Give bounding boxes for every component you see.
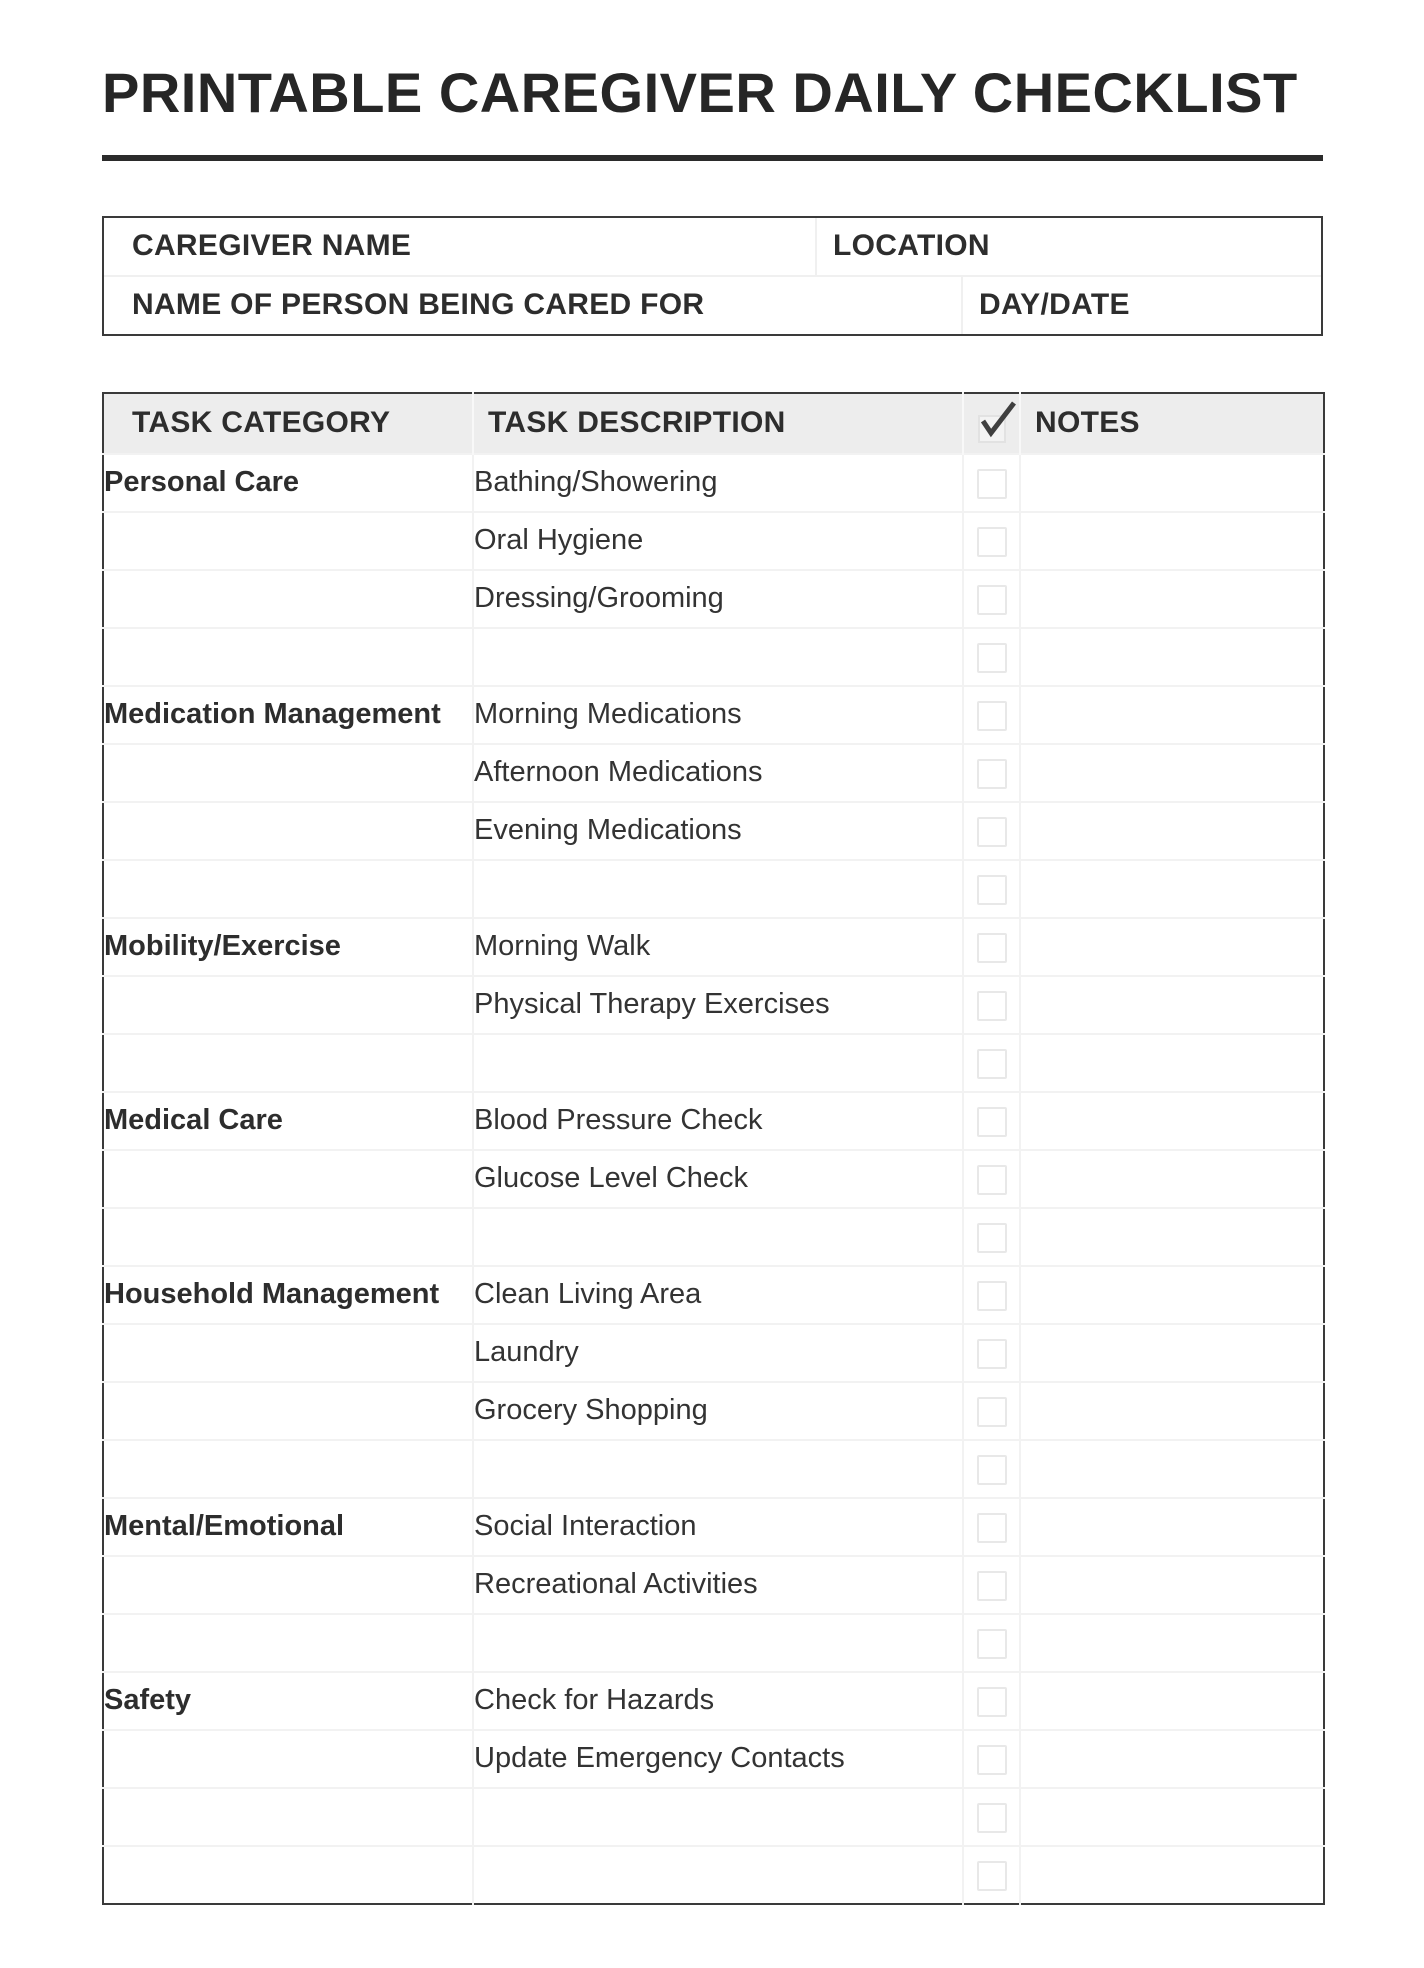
page-title: PRINTABLE CAREGIVER DAILY CHECKLIST	[102, 61, 1298, 124]
task-checkbox[interactable]	[977, 1861, 1007, 1891]
notes-cell[interactable]	[1020, 744, 1324, 802]
notes-cell[interactable]	[1020, 1672, 1324, 1730]
task-description-cell: Evening Medications	[473, 802, 963, 860]
task-row	[103, 1498, 1324, 1556]
task-category-cell	[103, 1730, 473, 1788]
task-description-cell: Social Interaction	[473, 1498, 963, 1556]
header-row	[103, 393, 1324, 454]
checkbox-cell	[963, 1382, 1020, 1440]
task-checkbox[interactable]	[977, 1281, 1007, 1311]
task-category-cell	[103, 1440, 473, 1498]
person-being-cared-for-label: NAME OF PERSON BEING CARED FOR	[132, 288, 705, 322]
task-checkbox[interactable]	[977, 1397, 1007, 1427]
notes-cell[interactable]	[1020, 1846, 1324, 1904]
task-category-cell	[103, 744, 473, 802]
checkbox-cell	[963, 1730, 1020, 1788]
checkmark-icon	[978, 413, 1006, 441]
task-category-cell: Mobility/Exercise	[103, 918, 473, 976]
task-row	[103, 1208, 1324, 1266]
task-row	[103, 1382, 1324, 1440]
notes-cell[interactable]	[1020, 570, 1324, 628]
person-being-cared-for-field[interactable]	[104, 277, 961, 334]
task-checkbox[interactable]	[977, 1803, 1007, 1833]
checkbox-cell	[963, 744, 1020, 802]
task-description-cell	[473, 1208, 963, 1266]
task-description-cell: Update Emergency Contacts	[473, 1730, 963, 1788]
caregiver-name-label: CAREGIVER NAME	[132, 229, 412, 263]
day-date-field[interactable]	[961, 277, 1321, 334]
notes-cell[interactable]	[1020, 976, 1324, 1034]
notes-cell[interactable]	[1020, 1556, 1324, 1614]
task-row	[103, 454, 1324, 512]
task-checkbox[interactable]	[977, 1165, 1007, 1195]
task-category-cell	[103, 570, 473, 628]
task-row	[103, 802, 1324, 860]
checkbox-cell	[963, 1266, 1020, 1324]
task-description-cell: Afternoon Medications	[473, 744, 963, 802]
task-category-cell: Personal Care	[103, 454, 473, 512]
task-table-body	[103, 454, 1324, 1904]
task-description-cell: Recreational Activities	[473, 1556, 963, 1614]
checkbox-cell	[963, 1440, 1020, 1498]
header-task-category: TASK CATEGORY	[103, 393, 473, 454]
notes-cell[interactable]	[1020, 1092, 1324, 1150]
task-checkbox[interactable]	[977, 817, 1007, 847]
notes-cell[interactable]	[1020, 860, 1324, 918]
task-row	[103, 976, 1324, 1034]
task-row	[103, 1614, 1324, 1672]
task-row	[103, 1324, 1324, 1382]
notes-cell[interactable]	[1020, 628, 1324, 686]
task-checkbox[interactable]	[977, 1223, 1007, 1253]
task-description-cell: Oral Hygiene	[473, 512, 963, 570]
task-category-cell	[103, 1034, 473, 1092]
task-description-cell	[473, 1034, 963, 1092]
task-category-cell	[103, 1556, 473, 1614]
task-row	[103, 1034, 1324, 1092]
task-description-cell	[473, 1788, 963, 1846]
task-description-cell: Bathing/Showering	[473, 454, 963, 512]
task-category-cell	[103, 1150, 473, 1208]
task-checkbox[interactable]	[977, 585, 1007, 615]
task-checkbox[interactable]	[977, 1687, 1007, 1717]
task-row	[103, 1150, 1324, 1208]
task-category-cell	[103, 1208, 473, 1266]
task-checkbox[interactable]	[977, 1745, 1007, 1775]
task-checkbox[interactable]	[977, 1107, 1007, 1137]
notes-cell[interactable]	[1020, 1730, 1324, 1788]
task-category-cell	[103, 512, 473, 570]
checkbox-cell	[963, 1150, 1020, 1208]
checkbox-cell	[963, 1324, 1020, 1382]
task-category-cell: Mental/Emotional	[103, 1498, 473, 1556]
notes-cell[interactable]	[1020, 918, 1324, 976]
task-row	[103, 1730, 1324, 1788]
task-description-cell: Laundry	[473, 1324, 963, 1382]
task-checkbox[interactable]	[977, 991, 1007, 1021]
notes-cell[interactable]	[1020, 1614, 1324, 1672]
task-category-cell: Safety	[103, 1672, 473, 1730]
task-category-cell	[103, 1788, 473, 1846]
task-description-cell	[473, 1614, 963, 1672]
notes-cell[interactable]	[1020, 1382, 1324, 1440]
task-description-cell: Glucose Level Check	[473, 1150, 963, 1208]
task-row	[103, 1092, 1324, 1150]
task-description-cell: Morning Medications	[473, 686, 963, 744]
task-checkbox[interactable]	[977, 527, 1007, 557]
task-description-cell: Morning Walk	[473, 918, 963, 976]
task-row	[103, 512, 1324, 570]
task-table	[102, 392, 1325, 1905]
task-description-cell	[473, 1440, 963, 1498]
task-description-cell: Check for Hazards	[473, 1672, 963, 1730]
checkbox-cell	[963, 802, 1020, 860]
notes-cell[interactable]	[1020, 1266, 1324, 1324]
task-category-cell	[103, 1614, 473, 1672]
task-description-cell: Clean Living Area	[473, 1266, 963, 1324]
task-checkbox[interactable]	[977, 1049, 1007, 1079]
notes-cell[interactable]	[1020, 1788, 1324, 1846]
info-row-1	[104, 218, 1321, 275]
task-description-cell: Dressing/Grooming	[473, 570, 963, 628]
checkbox-cell	[963, 1208, 1020, 1266]
notes-cell[interactable]	[1020, 454, 1324, 512]
task-description-cell	[473, 628, 963, 686]
task-row	[103, 860, 1324, 918]
task-description-cell: Grocery Shopping	[473, 1382, 963, 1440]
checkbox-cell	[963, 1034, 1020, 1092]
task-row	[103, 1266, 1324, 1324]
task-checkbox[interactable]	[977, 1455, 1007, 1485]
task-description-cell: Physical Therapy Exercises	[473, 976, 963, 1034]
checkbox-cell	[963, 1672, 1020, 1730]
task-row	[103, 1846, 1324, 1904]
task-checkbox[interactable]	[977, 469, 1007, 499]
task-checkbox[interactable]	[977, 643, 1007, 673]
task-category-cell	[103, 802, 473, 860]
task-category-cell: Household Management	[103, 1266, 473, 1324]
header-notes: NOTES	[1020, 393, 1324, 454]
task-row	[103, 1556, 1324, 1614]
notes-cell[interactable]	[1020, 1498, 1324, 1556]
notes-cell[interactable]	[1020, 1208, 1324, 1266]
task-checkbox[interactable]	[977, 701, 1007, 731]
task-row	[103, 1440, 1324, 1498]
task-checkbox[interactable]	[977, 1629, 1007, 1659]
checkbox-cell	[963, 976, 1020, 1034]
checkbox-cell	[963, 570, 1020, 628]
notes-cell[interactable]	[1020, 686, 1324, 744]
task-description-cell: Blood Pressure Check	[473, 1092, 963, 1150]
day-date-label: DAY/DATE	[979, 288, 1130, 322]
task-category-cell	[103, 1846, 473, 1904]
task-category-cell	[103, 976, 473, 1034]
task-row	[103, 628, 1324, 686]
checkbox-cell	[963, 454, 1020, 512]
notes-cell[interactable]	[1020, 1034, 1324, 1092]
task-description-cell	[473, 860, 963, 918]
header-check-column	[963, 393, 1020, 454]
notes-cell[interactable]	[1020, 1324, 1324, 1382]
task-checkbox[interactable]	[977, 1513, 1007, 1543]
task-category-cell: Medication Management	[103, 686, 473, 744]
header-task-description: TASK DESCRIPTION	[473, 393, 963, 454]
checkbox-cell	[963, 860, 1020, 918]
task-row	[103, 1672, 1324, 1730]
task-checkbox[interactable]	[977, 759, 1007, 789]
task-category-cell	[103, 860, 473, 918]
checkbox-cell	[963, 1846, 1020, 1904]
task-category-cell	[103, 628, 473, 686]
task-row	[103, 1788, 1324, 1846]
checkbox-cell	[963, 1788, 1020, 1846]
notes-cell[interactable]	[1020, 1150, 1324, 1208]
title-divider	[102, 155, 1323, 161]
checkbox-cell	[963, 1556, 1020, 1614]
task-row	[103, 918, 1324, 976]
task-row	[103, 570, 1324, 628]
task-checkbox[interactable]	[977, 875, 1007, 905]
task-row	[103, 686, 1324, 744]
checkbox-cell	[963, 512, 1020, 570]
task-checkbox[interactable]	[977, 1339, 1007, 1369]
caregiver-name-field[interactable]	[104, 218, 815, 275]
checkbox-cell	[963, 1614, 1020, 1672]
checkbox-cell	[963, 1092, 1020, 1150]
location-field[interactable]	[815, 218, 1321, 275]
checkbox-cell	[963, 628, 1020, 686]
task-checkbox[interactable]	[977, 1571, 1007, 1601]
task-category-cell	[103, 1382, 473, 1440]
checkbox-cell	[963, 1498, 1020, 1556]
task-row	[103, 744, 1324, 802]
checkbox-cell	[963, 918, 1020, 976]
task-description-cell	[473, 1846, 963, 1904]
caregiver-info-table	[102, 216, 1323, 336]
task-category-cell: Medical Care	[103, 1092, 473, 1150]
task-table-header	[103, 393, 1324, 454]
notes-cell[interactable]	[1020, 1440, 1324, 1498]
info-row-2	[104, 275, 1321, 334]
notes-cell[interactable]	[1020, 512, 1324, 570]
checkbox-cell	[963, 686, 1020, 744]
notes-cell[interactable]	[1020, 802, 1324, 860]
task-category-cell	[103, 1324, 473, 1382]
task-checkbox[interactable]	[977, 933, 1007, 963]
location-label: LOCATION	[833, 229, 990, 263]
